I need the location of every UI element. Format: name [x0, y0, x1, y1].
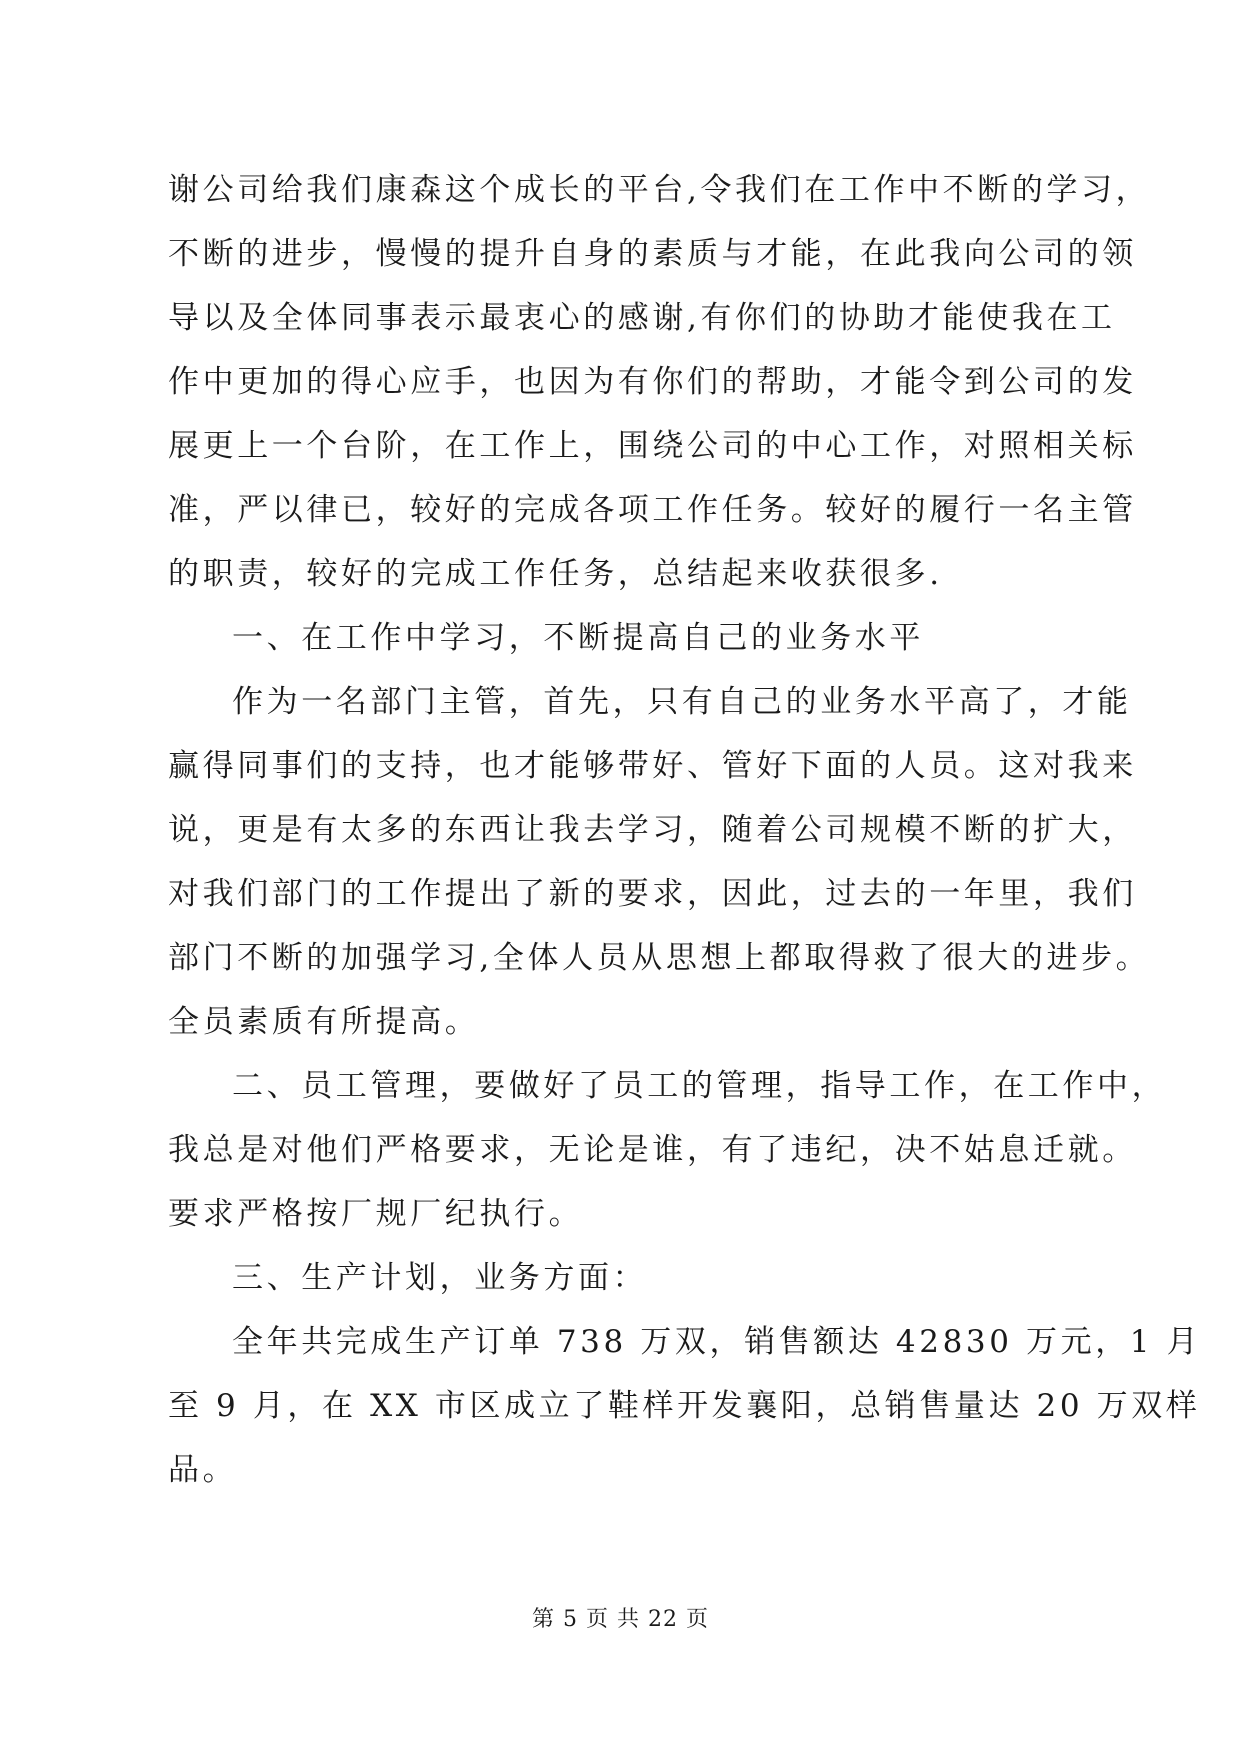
text-line: 要求严格按厂规厂纪执行。	[168, 1196, 584, 1232]
text-line: 部门不断的加强学习,全体人员从思想上都取得救了很大的进步。	[168, 940, 1151, 976]
text-line: 导以及全体同事表示最衷心的感谢,有你们的协助才能使我在工	[168, 300, 1116, 336]
text-line: 全年共完成生产订单 738 万双，销售额达 42830 万元，1 月	[232, 1324, 1202, 1360]
text-line: 全员素质有所提高。	[168, 1004, 480, 1040]
section-heading: 三、生产计划，业务方面：	[232, 1260, 648, 1296]
text-line: 对我们部门的工作提出了新的要求，因此，过去的一年里，我们	[168, 876, 1137, 912]
text-line: 我总是对他们严格要求，无论是谁，有了违纪，决不姑息迁就。	[168, 1132, 1137, 1168]
section-heading: 一、在工作中学习，不断提高自己的业务水平	[232, 620, 924, 656]
text-line: 作为一名部门主管，首先，只有自己的业务水平高了，才能	[232, 684, 1132, 720]
text-line: 的职责，较好的完成工作任务，总结起来收获很多.	[168, 556, 943, 592]
body-text	[168, 158, 1202, 1502]
text-line: 谢公司给我们康森这个成长的平台,令我们在工作中不断的学习，	[168, 172, 1151, 208]
text-line: 品。	[168, 1452, 238, 1488]
text-line: 不断的进步，慢慢的提升自身的素质与才能，在此我向公司的领	[168, 236, 1137, 272]
page-footer: 第 5 页 共 22 页	[532, 1607, 709, 1632]
section-heading: 二、员工管理，要做好了员工的管理，指导工作，在工作中，	[232, 1068, 1167, 1104]
text-line: 至 9 月，在 XX 市区成立了鞋样开发襄阳，总销售量达 20 万双样	[168, 1388, 1201, 1424]
text-line: 赢得同事们的支持，也才能够带好、管好下面的人员。这对我来	[168, 748, 1137, 784]
text-line: 准，严以律已，较好的完成各项工作任务。较好的履行一名主管	[168, 492, 1137, 528]
text-line: 作中更加的得心应手，也因为有你们的帮助，才能令到公司的发	[168, 364, 1137, 400]
text-line: 说，更是有太多的东西让我去学习，随着公司规模不断的扩大，	[168, 812, 1137, 848]
text-line: 展更上一个台阶，在工作上，围绕公司的中心工作，对照相关标	[168, 428, 1137, 464]
